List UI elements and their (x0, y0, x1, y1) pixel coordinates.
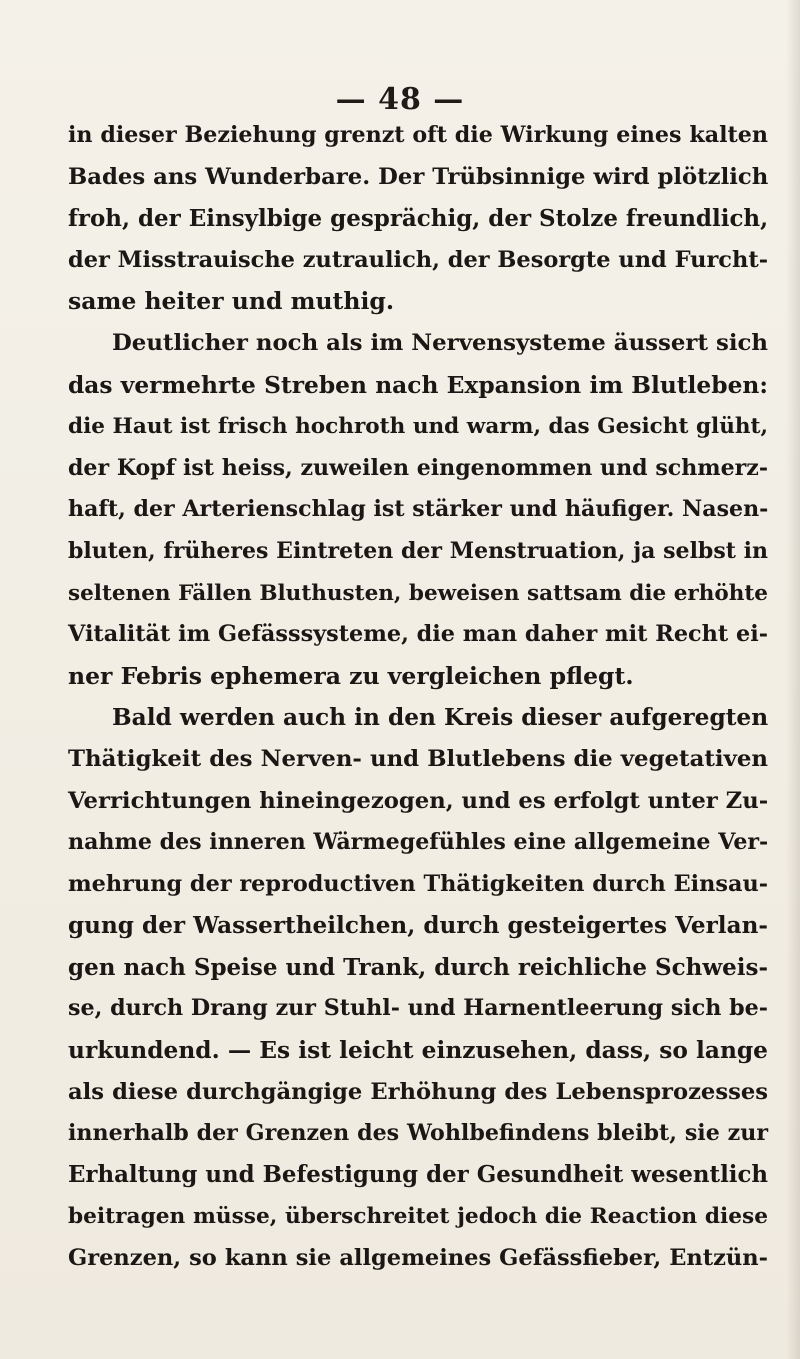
text-line: Erhaltung und Befestigung der Gesundheit wesentlich (68, 1161, 768, 1188)
text-line: gung der Wassertheilchen, durch gesteigertes Verlan- (68, 912, 768, 940)
text-line: Grenzen, so kann sie allgemeines Gefässfieber, Entzün- (68, 1245, 768, 1272)
text-line: seltenen Fällen Bluthusten, beweisen sattsam die erhöhte (68, 580, 768, 606)
text-line: die Haut ist frisch hochroth und warm, das Gesicht glüht, (68, 414, 768, 440)
text-line: als diese durchgängige Erhöhung des Lebensprozesses (68, 1078, 768, 1105)
text-line: das vermehrte Streben nach Expansion im Blutleben: (68, 370, 768, 399)
text-line: innerhalb der Grenzen des Wohlbefindens bleibt, sie zur (68, 1120, 768, 1147)
text-line: beitragen müsse, überschreitet jedoch die Reaction diese (68, 1204, 768, 1230)
text-line: froh, der Einsylbige gesprächig, der Stolze freundlich, (68, 205, 769, 233)
page-edge-shadow (786, 0, 800, 1359)
text-line: Bald werden auch in den Kreis dieser aufgeregten (112, 704, 769, 732)
text-line: same heiter und muthig. (68, 287, 395, 316)
text-line: Bades ans Wunderbare. Der Trübsinnige wird plötzlich (68, 163, 769, 190)
text-line: gen nach Speise und Trank, durch reichliche Schweis- (68, 953, 768, 981)
text-line: urkundend. — Es ist leicht einzusehen, dass, so lange (68, 1037, 768, 1065)
text-line: haft, der Arterienschlag ist stärker und häufiger. Nasen- (68, 496, 769, 523)
text-line: ner Febris ephemera zu vergleichen pflegt. (68, 661, 634, 690)
body-text (68, 115, 768, 1280)
text-line: Vitalität im Gefässsysteme, die man daher mit Recht ei- (68, 621, 768, 648)
text-line: Thätigkeit des Nerven- und Blutlebens die vegetativen (68, 745, 768, 772)
text-line: in dieser Beziehung grenzt oft die Wirkung eines kalten (68, 122, 768, 148)
text-line: der Misstrauische zutraulich, der Besorgte und Furcht- (68, 246, 769, 273)
page-number: — 48 — (335, 82, 465, 117)
text-line: der Kopf ist heiss, zuweilen eingenommen und schmerz- (68, 454, 768, 481)
text-line: mehrung der reproductiven Thätigkeiten durch Einsau- (68, 870, 769, 897)
text-line: se, durch Drang zur Stuhl- und Harnentleerung sich be- (68, 995, 768, 1022)
text-line: bluten, früheres Eintreten der Menstruation, ja selbst in (68, 537, 768, 564)
text-line: nahme des inneren Wärmegefühles eine allgemeine Ver- (68, 829, 769, 856)
text-line: Verrichtungen hineingezogen, und es erfolgt unter Zu- (68, 787, 769, 814)
text-line: Deutlicher noch als im Nervensysteme äussert sich (112, 329, 768, 356)
